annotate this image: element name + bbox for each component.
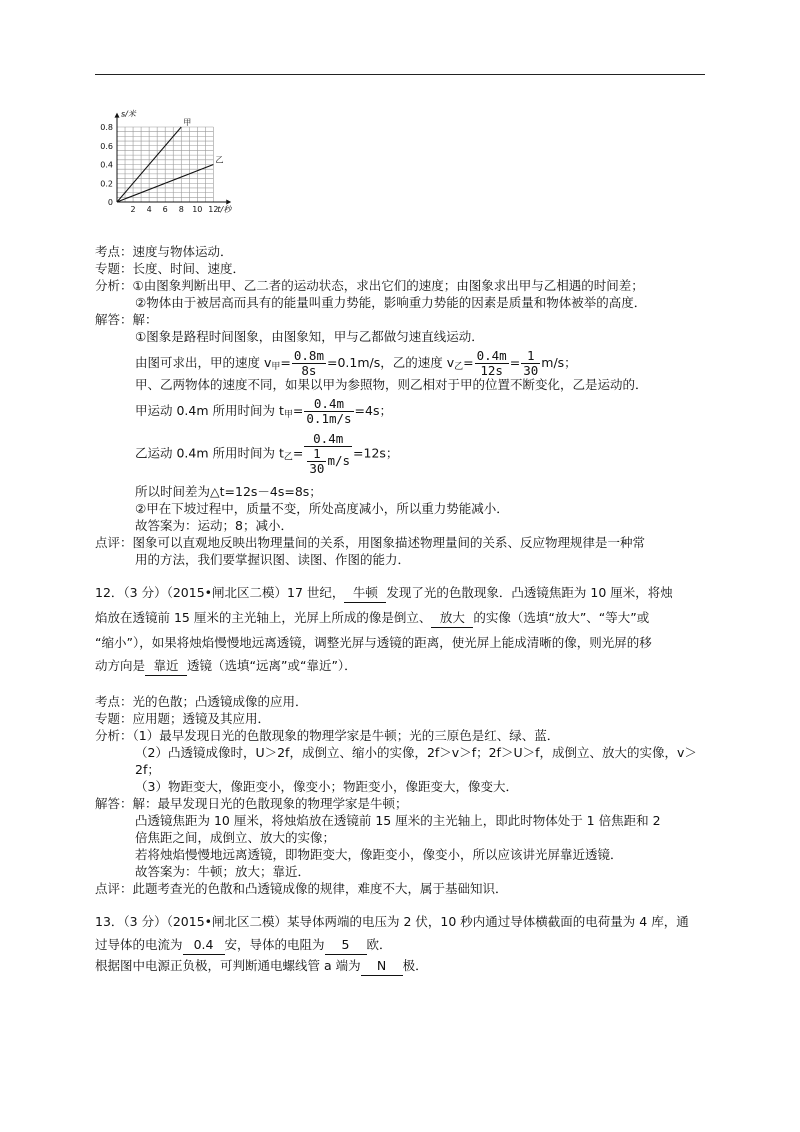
- frac-num: 0.4m: [304, 397, 353, 412]
- q12-answer: 故答案为：牛顿；放大；靠近．: [135, 864, 311, 879]
- q12-zhuanti: 专题：应用题；透镜及其应用．: [95, 711, 271, 726]
- q11-fraction-yi-time: [304, 432, 352, 476]
- frac-den: 30: [523, 363, 539, 378]
- q11-s5-sub: 乙: [283, 452, 293, 463]
- y-tick-label: 0.6: [100, 141, 113, 151]
- q12-fenxi-1: 分析：（1）最早发现日光的色散现象的物理学家是牛顿；光的三原色是红、绿、蓝．: [95, 728, 560, 743]
- x-tick-label: 12: [208, 205, 219, 214]
- q11-s2-mid: =0.1m/s，乙的速度 v: [326, 355, 455, 370]
- q13-l3-a: 根据图中电源正负极，可判断通电螺线管 a 端为: [95, 958, 361, 973]
- q11-s2-eq3: =: [509, 355, 521, 370]
- q12-jieda-2: 凸透镜焦距为 10 厘米，将烛焰放在透镜前 15 厘米的主光轴上，即此时物体处于 1 倍焦距和 2: [135, 813, 661, 828]
- y-tick-label: 0.2: [100, 179, 113, 189]
- nested-fraction: [307, 447, 326, 476]
- q11-step-1: ①图象是路程时间图象，由图象知，甲与乙都做匀速直线运动．: [135, 329, 484, 344]
- q13-answer-blank-3: N: [361, 957, 403, 976]
- q11-s4-post: =4s；: [354, 403, 392, 418]
- q11-zhuanti: 专题：长度、时间、速度．: [95, 261, 246, 276]
- q13-l2-c: 欧．: [366, 937, 392, 952]
- q13-answer-blank-2: 5: [325, 936, 367, 955]
- q13-line-3: [95, 957, 428, 976]
- q12-line-1: [95, 584, 673, 603]
- q11-step-3: 甲、乙两物体的速度不同，如果以甲为参照物，则乙相对于甲的位置不断变化，乙是运动的．: [135, 377, 648, 392]
- x-axis-arrow: [226, 200, 231, 205]
- q12-kaodian: 考点：光的色散；凸透镜成像的应用．: [95, 694, 308, 709]
- q12-l4-a: 动方向是: [95, 658, 146, 673]
- frac-num: 1: [307, 447, 326, 462]
- x-tick-label: 10: [192, 205, 203, 214]
- q11-jieda: 解答：解：: [95, 312, 158, 327]
- q11-step-6: 所以时间差为△t=12s－4s=8s；: [135, 484, 322, 499]
- q12-answer-blank-2: 放大: [431, 609, 473, 628]
- q11-s4-eq: =: [292, 403, 304, 418]
- q11-s2-sub2: 乙: [454, 362, 464, 372]
- q11-fraction-jia-speed: [292, 349, 326, 378]
- top-rule: [95, 74, 705, 75]
- q11-fraction-yi-speed: [475, 349, 509, 378]
- q12-fenxi-3: 2f；: [135, 762, 160, 777]
- q11-fenxi-2: ②物体由于被居高而具有的能量叫重力势能，影响重力势能的因素是质量和物体被举的高度．: [135, 295, 647, 310]
- q11-fraction-one-thirtieth: [521, 349, 540, 378]
- q11-s4-pre: 甲运动 0.4m 所用时间为 t: [135, 403, 284, 418]
- q11-dianping-1: 点评：图象可以直观地反映出物理量间的关系，用图象描述物理量间的关系、反应物理规律是一种常: [95, 535, 646, 550]
- q11-s2-sub1: 甲: [271, 362, 281, 372]
- q11-step-4: [135, 397, 392, 426]
- frac-den: 8s: [301, 363, 317, 378]
- y-tick-label: 0.4: [100, 160, 113, 170]
- q12-l4-b: 透镜（选填“远离”或“靠近”）．: [187, 658, 357, 673]
- q12-l2-b: 的实像（选填“放大”、“等大”或: [473, 610, 650, 625]
- q11-s2-pre: 由图可求出，甲的速度 v: [135, 355, 272, 370]
- series-label-1: 乙: [215, 155, 224, 165]
- q12-l1-a: 12．（3 分）（2015•闸北区二模）17 世纪，: [95, 585, 345, 600]
- frac-den: 0.1m/s: [306, 411, 352, 426]
- q12-fenxi-2: （2）凸透镜成像时，U＞2f，成倒立、缩小的实像，2f＞v＞f；2f＞U＞f，成倒立、放大的实像，v＞: [135, 745, 697, 760]
- q11-fenxi-1: 分析：①由图象判断出甲、乙二者的运动状态，求出它们的速度；由图象求出甲与乙相遇的时间差；: [95, 278, 644, 293]
- q11-step-5: [135, 432, 398, 476]
- x-tick-label: 2: [130, 205, 136, 214]
- q13-l2-a: 过导体的电流为: [95, 937, 183, 952]
- q12-dianping: 点评：此题考查光的色散和凸透镜成像的规律，难度不大，属于基础知识．: [95, 881, 508, 896]
- frac-den: 30: [309, 461, 325, 476]
- q12-jieda-1: 解答：解：最早发现日光的色散现象的物理学家是牛顿；: [95, 796, 408, 811]
- q11-fraction-jia-time: [304, 397, 353, 426]
- frac-num: 0.4m: [476, 348, 507, 363]
- q11-answer: 故答案为：运动；8；减小．: [135, 518, 293, 533]
- q11-step-7: ②甲在下坡过程中，质量不变，所处高度减小，所以重力势能减小．: [135, 501, 509, 516]
- y-tick-label: 0.8: [100, 123, 113, 132]
- q11-s5-post: =12s；: [353, 445, 399, 461]
- q11-step-2: [135, 349, 577, 378]
- q12-fenxi-4: （3）物距变大，像距变小，像变小；物距变小，像距变大，像变大．: [135, 779, 518, 794]
- q11-s5-pre: 乙运动 0.4m 所用时间为 t: [135, 445, 284, 461]
- q12-line-2: [95, 609, 649, 628]
- x-tick-label: 6: [162, 205, 168, 214]
- q11-s5-eq: =: [292, 445, 304, 461]
- x-tick-label: 8: [178, 205, 184, 214]
- frac-num: 0.4m: [304, 432, 352, 447]
- q12-answer-blank-1: 牛顿: [344, 584, 386, 603]
- q13-l3-b: 极．: [402, 958, 428, 973]
- series-label-0: 甲: [183, 118, 192, 127]
- y-tick-label: 0: [107, 198, 113, 207]
- q11-s2-post: m/s；: [541, 355, 577, 370]
- q11-kaodian: 考点：速度与物体运动．: [95, 244, 233, 259]
- q13-line-1: 13．（3 分）（2015•闸北区二模）某导体两端的电压为 2 伏，10 秒内通过导体横截面的电荷量为 4 库，通: [95, 914, 689, 929]
- q12-jieda-4: 若将烛焰慢慢地远离透镜，即物距变大，像距变小，像变小，所以应该讲光屏靠近透镜．: [135, 847, 623, 862]
- q12-l1-b: 发现了光的色散现象．凸透镜焦距为 10 厘米，将烛: [386, 585, 673, 600]
- frac-den: [304, 447, 352, 476]
- q11-s2-eq2: =: [463, 355, 474, 370]
- q13-l2-b: 安，导体的电阻为: [224, 937, 325, 952]
- q12-jieda-3: 倍焦距之间，成倒立、放大的实像；: [135, 830, 336, 845]
- q11-s4-sub: 甲: [283, 410, 293, 420]
- distance-time-chart: [95, 98, 245, 218]
- frac-den: 12s: [480, 363, 503, 378]
- q13-answer-blank-1: 0.4: [183, 936, 225, 955]
- q12-line-4: [95, 657, 357, 676]
- q11-dianping-2: 用的方法，我们要掌握识图、读图、作图的能力．: [135, 552, 411, 567]
- q13-line-2: [95, 936, 392, 955]
- frac-num: 1: [521, 349, 540, 364]
- q12-line-3: “缩小”），如果将烛焰慢慢地远离透镜，调整光屏与透镜的距离，使光屏上能成清晰的像，则光屏的移: [95, 635, 652, 650]
- q12-l2-a: 焰放在透镜前 15 厘米的主光轴上，光屏上所成的像是倒立、: [95, 610, 432, 625]
- q12-answer-blank-3: 靠近: [145, 657, 187, 676]
- unit: m/s: [327, 453, 351, 468]
- frac-num: 0.8m: [293, 348, 324, 363]
- y-axis-arrow: [115, 113, 120, 118]
- x-axis-label: t/秒: [217, 205, 232, 214]
- x-tick-label: 4: [146, 205, 152, 214]
- q11-s2-eq1: =: [280, 355, 291, 370]
- y-axis-label: s/米: [121, 109, 136, 119]
